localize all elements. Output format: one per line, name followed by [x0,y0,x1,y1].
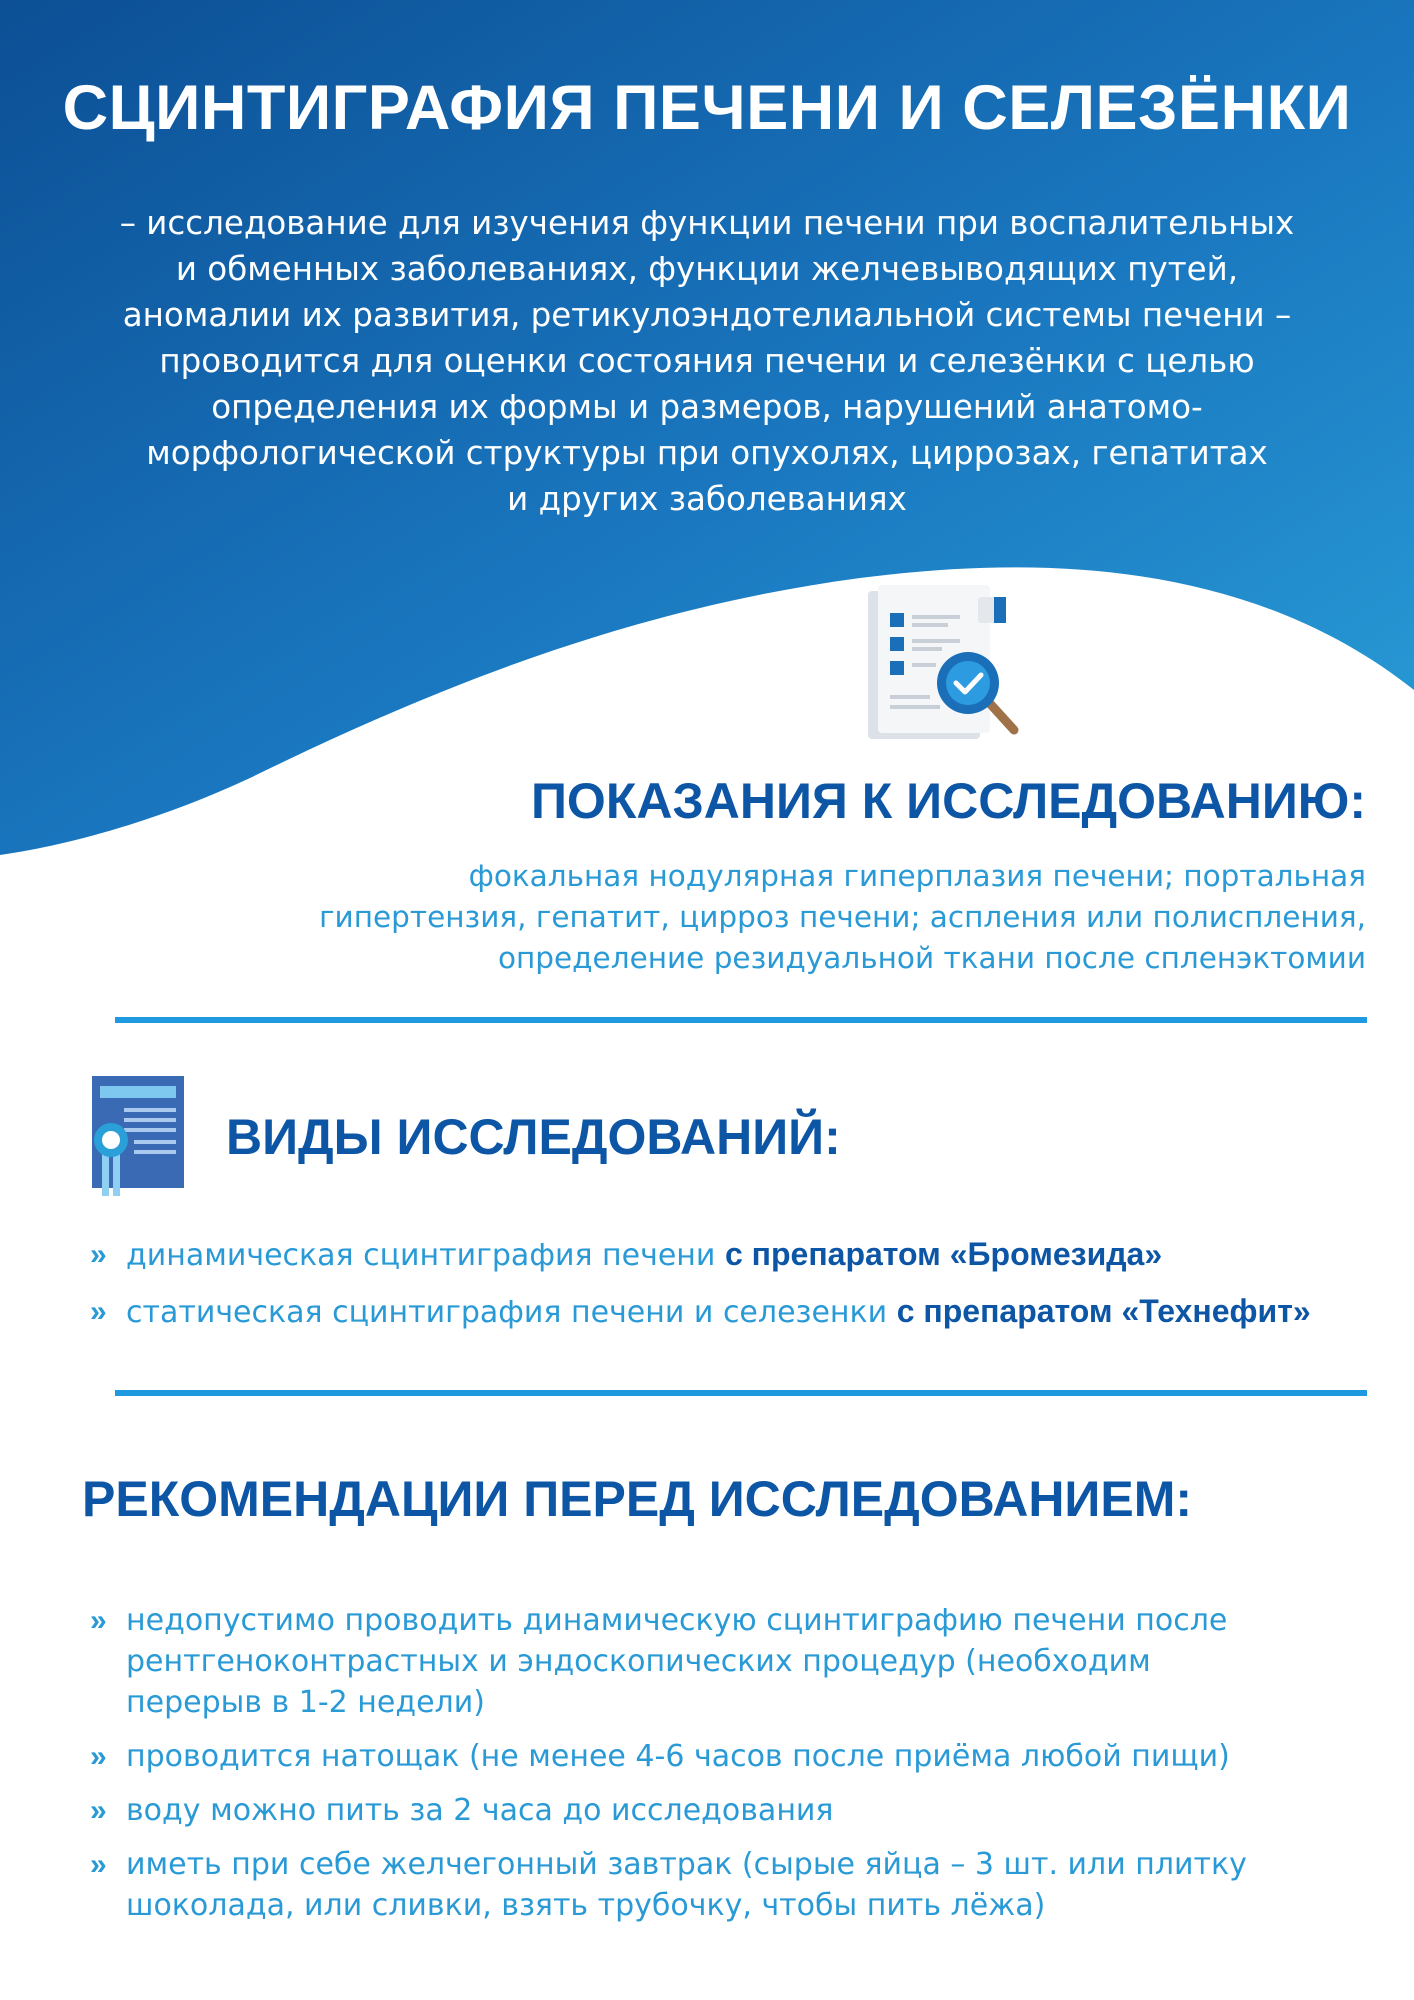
intro-line: проводится для оценки состояния печени и селезёнки с целью [159,342,1255,380]
recommendation-line: шоколада, или сливки, взять трубочку, чтобы пить лёжа) [126,1888,1046,1923]
types-heading: ВИДЫ ИССЛЕДОВАНИЙ: [226,1109,841,1165]
intro-line: и других заболеваниях [507,480,907,518]
list-item [90,1844,1330,1926]
recommendation-line: перерыв в 1-2 недели) [126,1685,485,1720]
indications-line: гипертензия, гепатит, цирроз печени; аспления или полиспления, [319,900,1366,934]
intro-line: и обменных заболеваниях, функции желчевыводящих путей, [175,250,1239,288]
intro-line: аномалии их развития, ретикулоэндотелиальной системы печени – [122,296,1292,334]
indications-line: определение резидуальной ткани после спленэктомии [497,941,1366,975]
bullet-chevron-icon: » [90,1238,107,1271]
list-item [90,1736,1330,1777]
list-item [90,1600,1330,1723]
section-divider [115,1017,1367,1023]
intro-line: – исследование для изучения функции печени при воспалительных [119,204,1295,242]
list-item [90,1291,1311,1333]
type-item-drug: с препаратом «Бромезида» [724,1236,1163,1272]
list-item [90,1790,1330,1831]
recommendations-heading: РЕКОМЕНДАЦИИ ПЕРЕД ИССЛЕДОВАНИЕМ: [82,1471,1193,1527]
indications-line: фокальная нодулярная гиперплазия печени; портальная [468,859,1366,893]
type-item-text: динамическая сцинтиграфия печени [126,1238,725,1273]
section-divider [115,1390,1367,1396]
bullet-chevron-icon: » [90,1295,107,1328]
types-list [90,1234,1311,1348]
bullet-chevron-icon: » [90,1848,107,1881]
intro-line: определения их формы и размеров, нарушений анатомо- [211,388,1203,426]
document-magnifier-check-icon [860,585,1030,745]
recommendation-line: рентгеноконтрастных и эндоскопических процедур (необходим [126,1644,1151,1679]
recommendation-line: проводится натощак (не менее 4-6 часов после приёма любой пищи) [126,1739,1230,1774]
recommendation-line: недопустимо проводить динамическую сцинтиграфию печени после [126,1603,1228,1638]
type-item-text: статическая сцинтиграфия печени и селезенки [126,1295,897,1330]
bullet-chevron-icon: » [90,1740,107,1773]
type-item-drug: с препаратом «Технефит» [896,1293,1311,1329]
certificate-magnifier-icon [88,1072,188,1200]
recommendation-line: воду можно пить за 2 часа до исследования [126,1793,834,1828]
intro-text [60,200,1354,522]
recommendations-list [90,1600,1330,1939]
indications-text [246,856,1366,979]
bullet-chevron-icon: » [90,1794,107,1827]
recommendation-line: иметь при себе желчегонный завтрак (сырые яйца – 3 шт. или плитку [126,1847,1247,1882]
indications-heading: ПОКАЗАНИЯ К ИССЛЕДОВАНИЮ: [530,773,1366,829]
bullet-chevron-icon: » [90,1604,107,1637]
list-item [90,1234,1311,1276]
intro-line: морфологической структуры при опухолях, циррозах, гепатитах [146,434,1268,472]
page-title: СЦИНТИГРАФИЯ ПЕЧЕНИ И СЕЛЕЗЁНКИ [62,73,1352,143]
